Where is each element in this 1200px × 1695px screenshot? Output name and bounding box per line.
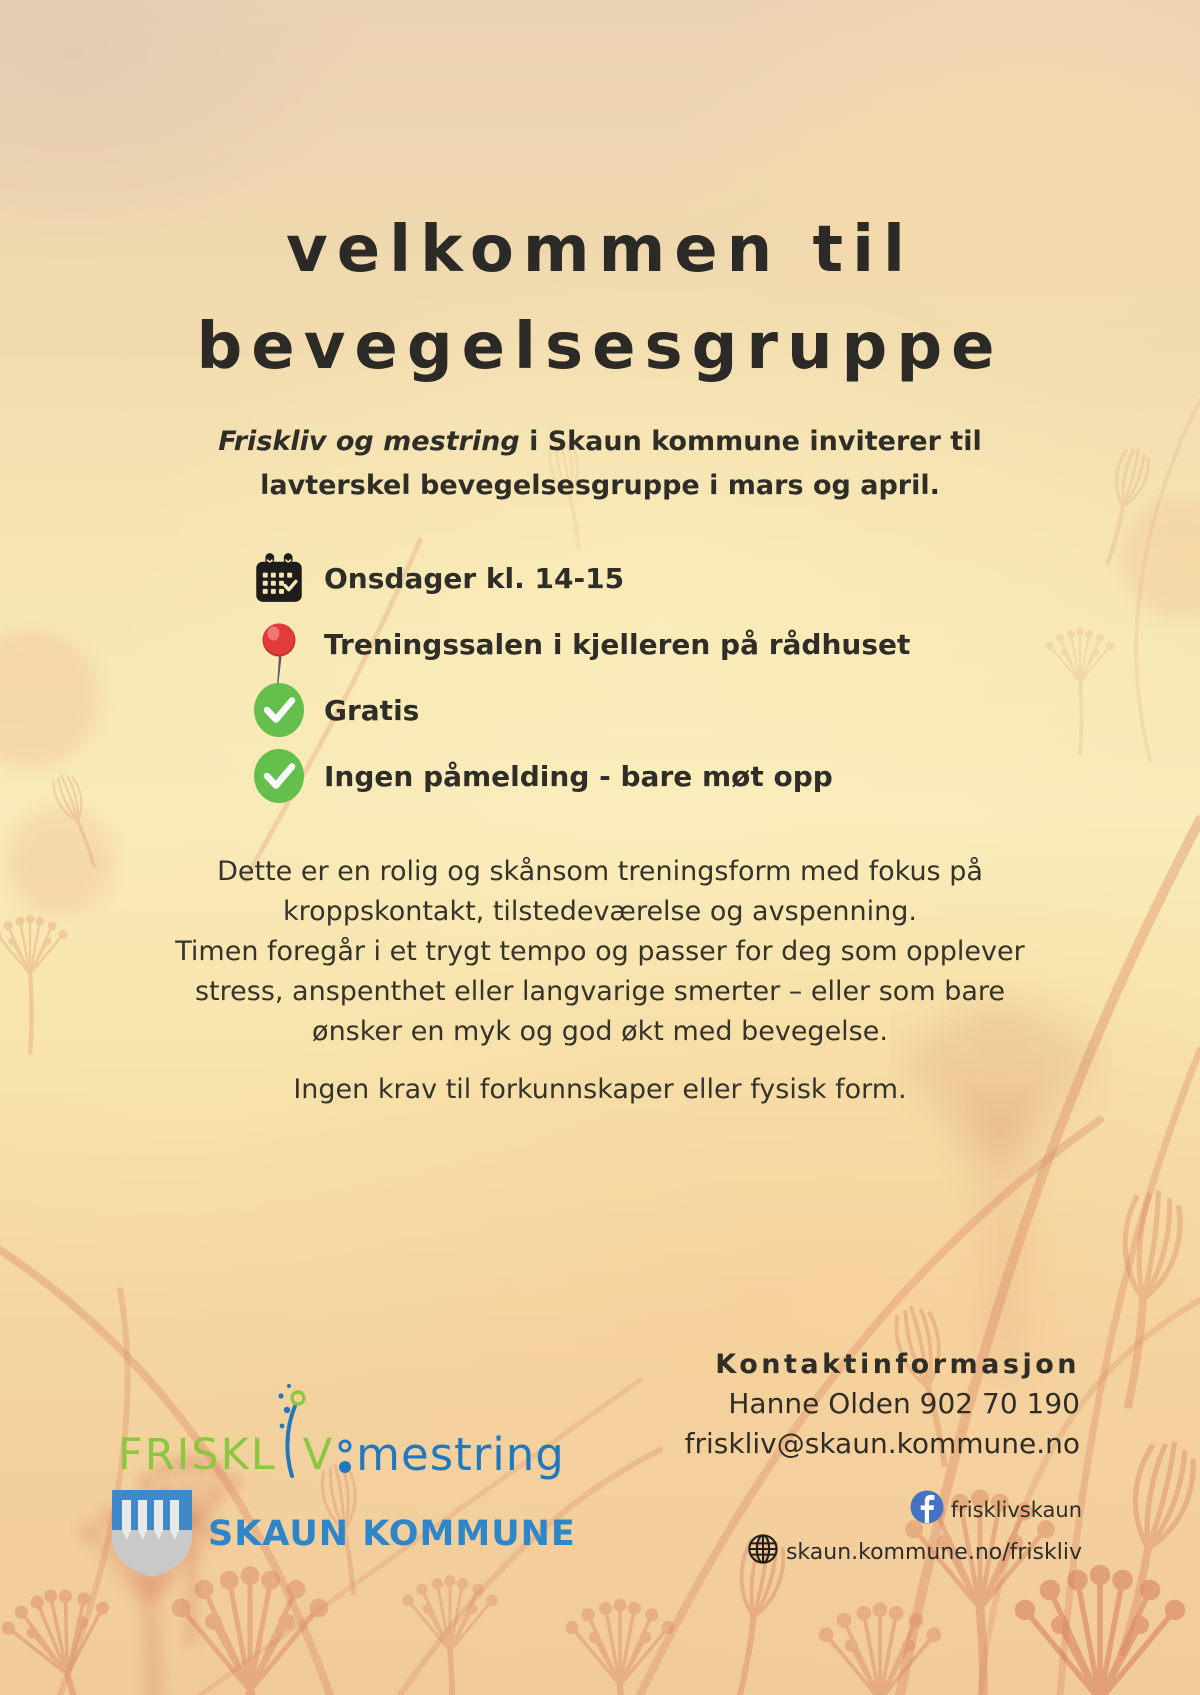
globe-icon <box>747 1533 779 1571</box>
social-block <box>747 1490 1082 1571</box>
website-row <box>747 1533 1082 1571</box>
skaun-kommune-text: SKAUN KOMMUNE <box>208 1514 576 1554</box>
body-line: stress, anspenthet eller langvarige smerter – eller som bare <box>194 976 1006 1007</box>
list-item-location <box>250 618 910 670</box>
map-pin-icon <box>250 597 308 691</box>
title-line-1: velkommen til <box>286 213 914 287</box>
contact-heading: Kontaktinformasjon <box>715 1349 1080 1380</box>
closing-line: Ingen krav til forkunnskaper eller fysisk form. <box>293 1074 907 1105</box>
facebook-icon <box>910 1490 944 1529</box>
details-list <box>250 552 910 802</box>
friskliv-logo-text: FRISKL <box>118 1430 277 1480</box>
friskliv-logo-i-swoosh-icon <box>278 1384 302 1480</box>
friskliv-mestring-logo <box>118 1398 565 1481</box>
list-item-no-registration <box>250 750 910 802</box>
list-item-label: Treningssalen i kjelleren på rådhuset <box>324 627 911 661</box>
contact-person-phone: Hanne Olden 902 70 190 <box>728 1387 1080 1420</box>
list-item-label: Onsdager kl. 14-15 <box>324 561 625 595</box>
list-item-label: Ingen påmelding - bare møt opp <box>324 759 833 793</box>
intro-text <box>0 420 1200 508</box>
list-item-free <box>250 684 910 736</box>
contact-block <box>685 1346 1080 1464</box>
poster-title <box>0 202 1200 396</box>
check-icon <box>250 748 308 804</box>
contact-email: friskliv@skaun.kommune.no <box>684 1427 1080 1460</box>
friskliv-logo-text: V <box>302 1430 335 1480</box>
body-line: ønsker en myk og god økt med bevegelse. <box>312 1016 888 1047</box>
title-line-2: bevegelsesgruppe <box>196 310 1004 384</box>
skaun-shield-icon <box>110 1488 194 1578</box>
body-line: Timen foregår i et trygt tempo og passer for deg som opplever <box>175 936 1025 967</box>
intro-line-1 <box>0 420 1200 464</box>
website-url: skaun.kommune.no/friskliv <box>785 1539 1082 1565</box>
intro-after-emphasis: i Skaun kommune inviterer til <box>519 426 982 457</box>
list-item-label: Gratis <box>324 693 420 727</box>
skaun-kommune-logo <box>110 1488 576 1578</box>
body-paragraph <box>0 852 1200 1052</box>
friskliv-logo-colon-icon <box>337 1432 353 1478</box>
check-icon <box>250 682 308 738</box>
mestring-logo-text: mestring <box>356 1428 565 1481</box>
facebook-row <box>910 1490 1082 1529</box>
body-line: kroppskontakt, tilstedeværelse og avspenning. <box>283 896 917 927</box>
intro-emphasis: Friskliv og mestring <box>218 426 520 457</box>
body-line: Dette er en rolig og skånsom treningsform med fokus på <box>217 856 983 887</box>
facebook-handle: frisklivskaun <box>950 1497 1082 1522</box>
list-item-schedule <box>250 552 910 604</box>
intro-line-2: lavterskel bevegelsesgruppe i mars og april. <box>260 470 940 501</box>
